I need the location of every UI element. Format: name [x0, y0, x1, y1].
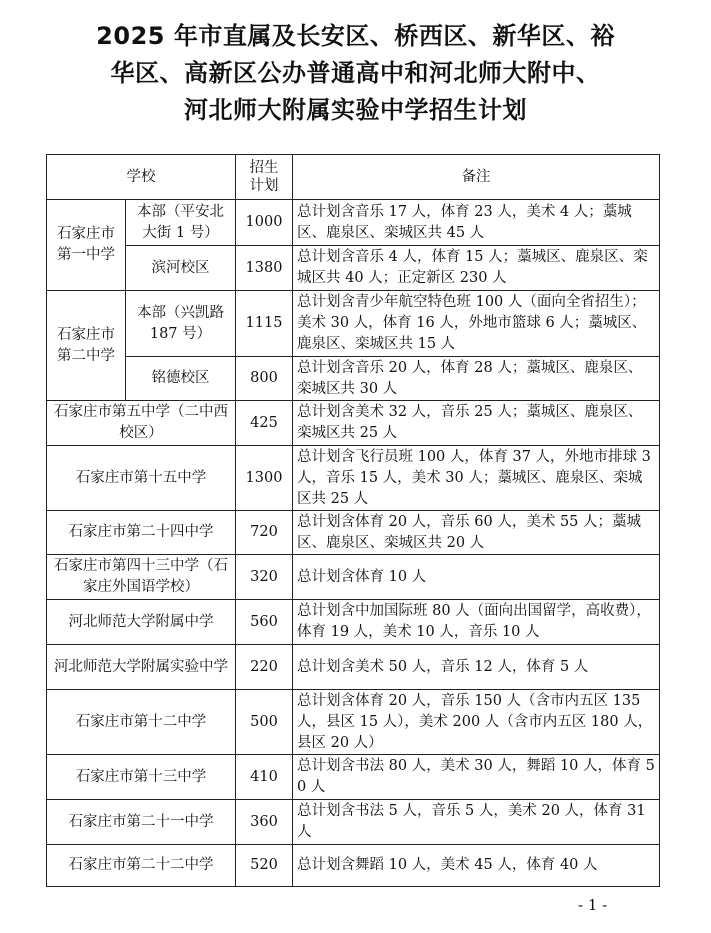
title-line-1: 2025 年市直属及长安区、桥西区、新华区、裕 — [96, 22, 615, 50]
plan-cell: 220 — [236, 645, 293, 690]
table-row — [47, 555, 660, 600]
plan-cell: 425 — [236, 401, 293, 446]
plan-cell: 1000 — [236, 200, 293, 246]
plan-cell: 720 — [236, 511, 293, 555]
table-row — [47, 755, 660, 800]
plan-cell: 1380 — [236, 246, 293, 291]
campus-cell: 本部（平安北大街 1 号） — [126, 200, 236, 246]
note-cell: 总计划含体育 10 人 — [293, 555, 660, 600]
document-title — [20, 18, 691, 129]
school-cell: 石家庄市第二十一中学 — [47, 800, 236, 845]
note-cell: 总计划含中加国际班 80 人（面向出国留学，高收费），体育 19 人，美术 10 人，音乐 10 人 — [293, 600, 660, 645]
title-line-2: 华区、高新区公办普通高中和河北师大附中、 — [110, 59, 601, 87]
plan-cell: 500 — [236, 690, 293, 755]
school-cell: 石家庄市第五中学（二中西校区） — [47, 401, 236, 446]
note-cell: 总计划含音乐 4 人，体育 15 人；藁城区、鹿泉区、栾城区共 40 人；正定新区 230 人 — [293, 246, 660, 291]
plan-cell: 800 — [236, 357, 293, 401]
table-row — [47, 200, 660, 246]
table-row — [47, 800, 660, 845]
table-row — [47, 690, 660, 755]
header-plan-line-2: 计划 — [249, 178, 279, 194]
header-plan-line-1: 招生 — [249, 160, 279, 176]
note-cell: 总计划含青少年航空特色班 100 人（面向全省招生）；美术 30 人，体育 16 人，外地市篮球 6 人；藁城区、鹿泉区、栾城区共 15 人 — [293, 291, 660, 357]
note-cell: 总计划含美术 32 人，音乐 25 人；藁城区、鹿泉区、栾城区共 25 人 — [293, 401, 660, 446]
note-cell: 总计划含音乐 20 人，体育 28 人；藁城区、鹿泉区、栾城区共 30 人 — [293, 357, 660, 401]
note-cell: 总计划含体育 20 人，音乐 60 人，美术 55 人；藁城区、鹿泉区、栾城区共 20 人 — [293, 511, 660, 555]
title-line-3: 河北师大附属实验中学招生计划 — [184, 96, 527, 124]
table-row — [47, 511, 660, 555]
school-cell: 石家庄市第十二中学 — [47, 690, 236, 755]
table-row — [47, 600, 660, 645]
note-cell: 总计划含舞蹈 10 人，美术 45 人，体育 40 人 — [293, 845, 660, 887]
note-cell: 总计划含书法 80 人，美术 30 人，舞蹈 10 人，体育 50 人 — [293, 755, 660, 800]
school-cell: 石家庄市第十五中学 — [47, 446, 236, 511]
school-cell: 石家庄市第二十四中学 — [47, 511, 236, 555]
table-row — [47, 645, 660, 690]
campus-cell: 滨河校区 — [126, 246, 236, 291]
school-cell: 河北师范大学附属实验中学 — [47, 645, 236, 690]
header-plan — [236, 155, 293, 200]
note-cell: 总计划含美术 50 人，音乐 12 人，体育 5 人 — [293, 645, 660, 690]
table-header-row — [47, 155, 660, 200]
campus-cell: 本部（兴凯路 187 号） — [126, 291, 236, 357]
plan-cell: 520 — [236, 845, 293, 887]
note-cell: 总计划含飞行员班 100 人，体育 37 人，外地市排球 3 人，音乐 15 人，美术 30 人；藁城区、鹿泉区、栾城区共 25 人 — [293, 446, 660, 511]
plan-cell: 1115 — [236, 291, 293, 357]
enrollment-plan-table — [46, 154, 660, 887]
school-cell: 石家庄市第一中学 — [47, 200, 126, 291]
table-row — [47, 446, 660, 511]
school-cell: 石家庄市第二中学 — [47, 291, 126, 401]
note-cell: 总计划含书法 5 人，音乐 5 人，美术 20 人，体育 31 人 — [293, 800, 660, 845]
school-cell: 河北师范大学附属中学 — [47, 600, 236, 645]
page-number-text: - 1 - — [578, 896, 608, 914]
plan-cell: 360 — [236, 800, 293, 845]
table-row — [47, 845, 660, 887]
table-row — [47, 246, 660, 291]
header-school: 学校 — [47, 155, 236, 200]
school-cell: 石家庄市第四十三中学（石家庄外国语学校） — [47, 555, 236, 600]
plan-cell: 410 — [236, 755, 293, 800]
header-note: 备注 — [293, 155, 660, 200]
table-row — [47, 291, 660, 357]
plan-cell: 320 — [236, 555, 293, 600]
plan-cell: 560 — [236, 600, 293, 645]
school-cell: 石家庄市第十三中学 — [47, 755, 236, 800]
table-row — [47, 357, 660, 401]
campus-cell: 铭德校区 — [126, 357, 236, 401]
school-cell: 石家庄市第二十二中学 — [47, 845, 236, 887]
table-row — [47, 401, 660, 446]
note-cell: 总计划含音乐 17 人，体育 23 人，美术 4 人；藁城区、鹿泉区、栾城区共 45 人 — [293, 200, 660, 246]
note-cell: 总计划含体育 20 人，音乐 150 人（含市内五区 135 人，县区 15 人），美术 200 人（含市内五区 180 人，县区 20 人） — [293, 690, 660, 755]
plan-cell: 1300 — [236, 446, 293, 511]
